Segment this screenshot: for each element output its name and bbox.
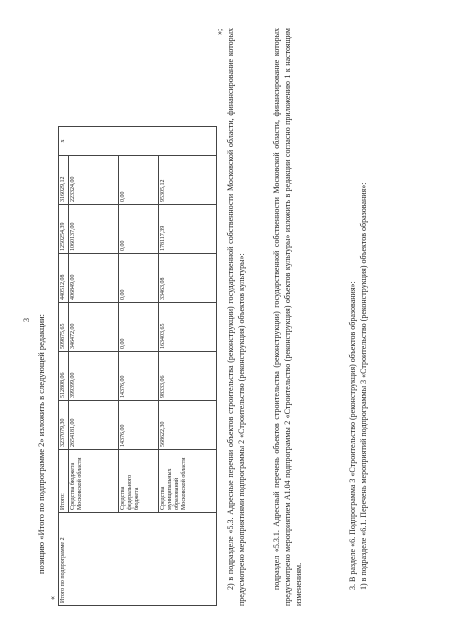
value-cell: 33463,08 [158,254,216,303]
value-cell: 178117,39 [158,205,216,254]
value-cell: 568622,30 [158,401,216,450]
value-cell: 316029,12 [59,156,69,205]
value-cell: 0,00 [118,303,158,352]
table-row [59,127,69,606]
value-cell: 440512,08 [59,254,69,303]
quote-close: »; [215,28,224,35]
value-cell: 163403,65 [158,303,216,352]
value-cell: 512808,06 [59,352,69,401]
value-cell: 14376,00 [118,352,158,401]
totals-table [58,126,217,606]
row-label: Итого: [59,450,69,513]
value-cell: 14376,00 [118,401,158,450]
value-cell: 2654181,00 [68,401,118,450]
value-cell: 509875,65 [59,303,69,352]
paragraph-section-6-heading: 3. В разделе «6. Подпрограмма 3 «Строительство (реконструкция) объектов образования»: [348,281,357,590]
value-cell: 0,00 [118,205,158,254]
value-cell: 223324,00 [68,156,118,205]
row-label: Средства федерального бюджета [118,450,158,513]
rotated-content [20,20,432,620]
quote-open: « [48,596,57,600]
value-cell: 1060137,00 [68,205,118,254]
value-cell: 1250254,39 [59,205,69,254]
value-cell: 0,00 [118,254,158,303]
value-cell: 399399,00 [68,352,118,401]
intro-text: позицию «Итого по подпрограмме 2» изложить в следующей редакции: [36,313,46,574]
paragraph-subsection-5-3-1: подраздел «5.3.1. Адресный перечень объектов строительства (реконструкции) государственной собственности Московской области, финансирование которых предусмотрено мероприятием А1.04 подпрограммы 2 «Строительство (реконструкция) объектов культуры» изложить в редакции согласно приложению 1 к настоящим изменениям. [272,28,304,606]
row-label: Средства муниципальных образований Московской области [158,450,216,513]
paragraph-section-6 [347,28,369,606]
value-cell: 406849,00 [68,254,118,303]
value-cell: 0,00 [118,156,158,205]
value-cell: 346472,00 [68,303,118,352]
value-cell: 3237079,30 [59,401,69,450]
paragraph-subsection-5-3: 2) в подразделе «5.3. Адресные перечни объектов строительства (реконструкции) государственной собственности Московской области, финансирование которых предусмотрено мероприятиями подпрограммы 2 «Строительство (реконструкция) объектов культуры»: [226,28,247,606]
value-cell: 95305,12 [158,156,216,205]
row-label: Средства бюджета Московской области [68,450,118,513]
page-number: 3 [22,318,31,322]
value-cell-x: х [59,127,217,156]
table-title-cell: Итого по подпрограмме 2 [59,513,217,606]
paragraph-subsection-6-1: 1) в подразделе «6.1. Перечень мероприятий подпрограммы 3 «Строительство (реконструкция) объектов образования»: [359,182,369,590]
value-cell: 98333,06 [158,352,216,401]
